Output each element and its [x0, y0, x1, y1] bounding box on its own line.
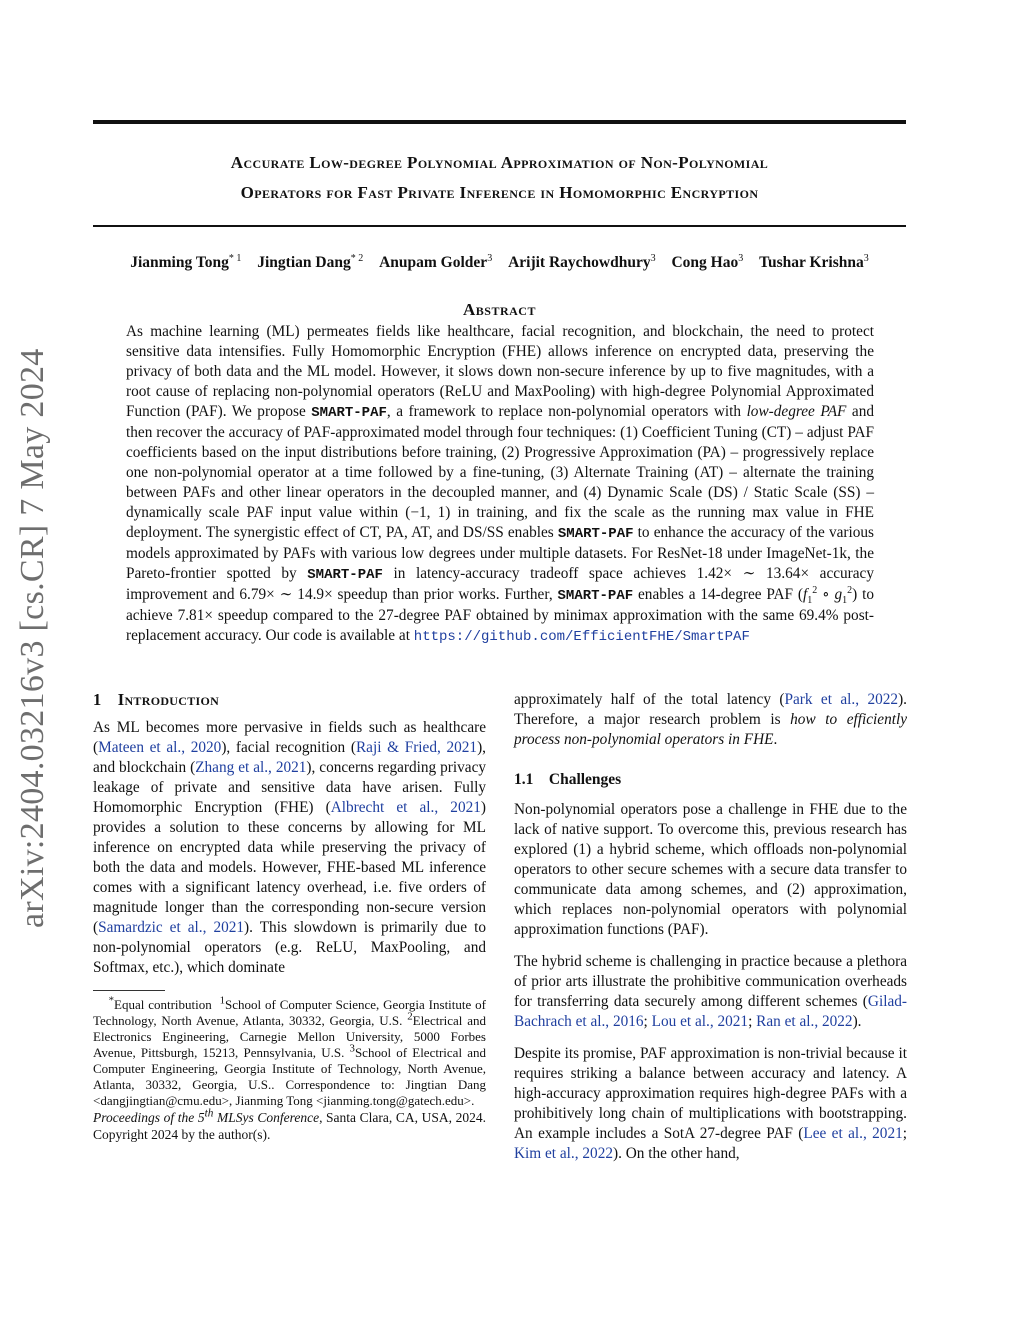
- title-line-2: Operators for Fast Private Inference in Homomorphic Encryption: [240, 183, 759, 202]
- author: Tushar Krishna$^3$: [759, 252, 869, 271]
- challenges-paragraph: Despite its promise, PAF approximation is non-trivial because it requires striking a balance between accuracy and latency. A high-accuracy approximation requires high-degree PAFs with a prohibitively long chain of multiplications with bootstrapping. An example includes a SotA 27-degree PAF (Lee et al., 2021; Kim et al., 2022). On the other hand,: [514, 1045, 907, 1162]
- smartpaf-name: SMART-PAF: [557, 526, 634, 542]
- intro-paragraph: As ML becomes more pervasive in fields such as healthcare (Mateen et al., 2020), facial recognition (Raji & Fried, 2021), and blockchain (Zhang et al., 2021), concerns regarding privacy leakage of private and sensitive data have arisen. Fully Homomorphic Encryption (FHE) (Albrecht et al., 2021) provides a solution to these concerns by allowing for ML inference on encrypted data while preserving the privacy of both the data and models. However, FHE-based ML inference comes with a significant latency overhead, i.e. five orders of magnitude longer than the corresponding non-secure version (Samardzic et al., 2021). This slowdown is primarily due to non-polynomial operators (e.g. ReLU, MaxPooling, and Softmax, etc.), which dominate: [93, 719, 487, 976]
- title-rule-bottom: [93, 225, 906, 227]
- intro-paragraph-continued: approximately half of the total latency (Park et al., 2022). Therefore, a major research problem is how to efficiently process non-polynomial operators in FHE.: [514, 691, 908, 748]
- paper-title: [93, 148, 906, 208]
- title-line-1: Accurate Low-degree Polynomial Approximation of Non-Polynomial: [230, 153, 769, 172]
- left-column: [93, 690, 486, 1143]
- code-link[interactable]: https://github.com/EfficientFHE/SmartPAF: [413, 629, 750, 645]
- smartpaf-name: SMART-PAF: [557, 588, 634, 604]
- title-rule-top: [93, 120, 906, 124]
- smartpaf-name: SMART-PAF: [311, 405, 387, 421]
- smartpaf-name: SMART-PAF: [307, 567, 383, 583]
- author: Cong Hao$^3$: [671, 252, 744, 271]
- arxiv-identifier: arXiv:2404.03216v3 [cs.CR] 7 May 2024: [14, 348, 51, 928]
- citation[interactable]: Gilad-Bachrach et al., 2016: [514, 993, 907, 1030]
- abstract-body: As machine learning (ML) permeates fields like healthcare, facial recognition, and blockchain, the need to protect sensitive data intensifies. Fully Homomorphic Encryption (FHE) allows inference on encrypted data, preserving the privacy of both data and the ML model. However, it slows down non-secure inference by up to five magnitudes, with a root cause of replacing non-polynomial operators (ReLU and MaxPooling) with high-degree Polynomial Approximated Function (PAF). We propose SMART-PAF, a framework to replace non-polynomial operators with low-degree PAF and then recover the accuracy of PAF-approximated model through four techniques: (1) Coefficient Tuning (CT) – adjust PAF coefficients based on the input distributions before training, (2) Progressive Approximation (PA) – progressively replace one non-polynomial operator at a time followed by a fine-tuning, (3) Alternate Training (AT) – alternate the training between PAFs and other linear operators in the decoupled manner, and (4) Dynamic Scale (DS) / Static Scale (SS) – dynamically scale PAF input value within (−1, 1) in training, and fix the scale as the running max value in FHE deployment. The synergistic effect of CT, PA, AT, and DS/SS enables SMART-PAF to enhance the accuracy of the various models approximated by PAFs with various low degrees under multiple datasets. For ResNet-18 under ImageNet-1k, the Pareto-frontier spotted by SMART-PAF in latency-accuracy tradeoff space achieves 1.42× ∼ 13.64× accuracy improvement and 6.79× ∼ 14.9× speedup than prior works. Further, SMART-PAF enables a 14-degree PAF ($f_1^2$ ∘ $g_1^2$) to achieve 7.81× speedup compared to the 27-degree PAF obtained by minimax approximation with the same 69.4% post-replacement accuracy. Our code is available at https://github.com/EfficientFHE/SmartPAF: [126, 323, 874, 645]
- author: Jianming Tong$^{* 1}$: [130, 252, 242, 271]
- citation[interactable]: Lee et al., 2021: [803, 1125, 903, 1142]
- author: Anupam Golder$^3$: [379, 252, 493, 271]
- citation[interactable]: Zhang et al., 2021: [195, 759, 307, 776]
- abstract-heading: Abstract: [463, 300, 536, 319]
- footnote-rule: [93, 990, 165, 991]
- proceedings-note: Proceedings of the 5th MLSys Conference, Santa Clara, CA, USA, 2024. Copyright 2024 by the author(s).: [93, 1107, 486, 1142]
- footnotes: *Equal contribution $^1$School of Computer Science, Georgia Institute of Technology, North Avenue, Atlanta, 30332, Georgia, U.S. $^2$Electrical and Electronics Engineering, Carnegie Mellon University, 5000 Forbes Avenue, Pittsburgh, 15213, Pennsylvania, U.S. $^3$School of Electrical and Computer Engineering, Georgia Institute of Technology, North Avenue, Atlanta, 30332, Georgia, U.S.. Correspondence to: Jingtian Dang <dangjingtian@cmu.edu>, Jianming Tong <jianming.tong@gatech.edu>. Proceedings of the 5th MLSys Conference, Santa Clara, CA, USA, 2024. Copyright 2024 by the author(s).: [93, 994, 487, 1142]
- section-heading-introduction: 1 Introduction: [93, 690, 220, 709]
- subsection-heading-challenges: 1.1 Challenges: [514, 771, 622, 788]
- citation[interactable]: Ran et al., 2022: [756, 1013, 853, 1030]
- citation[interactable]: Lou et al., 2021: [651, 1013, 749, 1030]
- right-column: [514, 690, 907, 1176]
- citation[interactable]: Albrecht et al., 2021: [330, 799, 481, 816]
- author: Jingtian Dang$^{* 2}$: [257, 252, 364, 271]
- math-f1g1: $f_1^2$ ∘ $g_1^2$: [803, 584, 853, 607]
- citation[interactable]: Samardzic et al., 2021: [98, 919, 245, 936]
- challenges-paragraph: The hybrid scheme is challenging in practice because a plethora of prior arts illustrate the prohibitive communication overheads for transferring data securely among different schemes (Gilad-Bachrach et al., 2016; Lou et al., 2021; Ran et al., 2022).: [514, 953, 907, 1030]
- citation[interactable]: Kim et al., 2022: [514, 1145, 613, 1162]
- citation[interactable]: Raji & Fried, 2021: [355, 739, 478, 756]
- author-list: [93, 254, 906, 272]
- citation[interactable]: Mateen et al., 2020: [98, 739, 222, 756]
- challenges-paragraph: Non-polynomial operators pose a challenge in FHE due to the lack of native support. To overcome this, previous research has explored (1) a hybrid scheme, which offloads non-polynomial operators to other secure schemes with a secure data transfer to communicate data among schemes, and (2) approximation, which replaces non-polynomial operators with polynomial approximation functions (PAF).: [514, 801, 907, 938]
- author: Arijit Raychowdhury$^3$: [508, 252, 656, 271]
- citation[interactable]: Park et al., 2022: [784, 691, 899, 708]
